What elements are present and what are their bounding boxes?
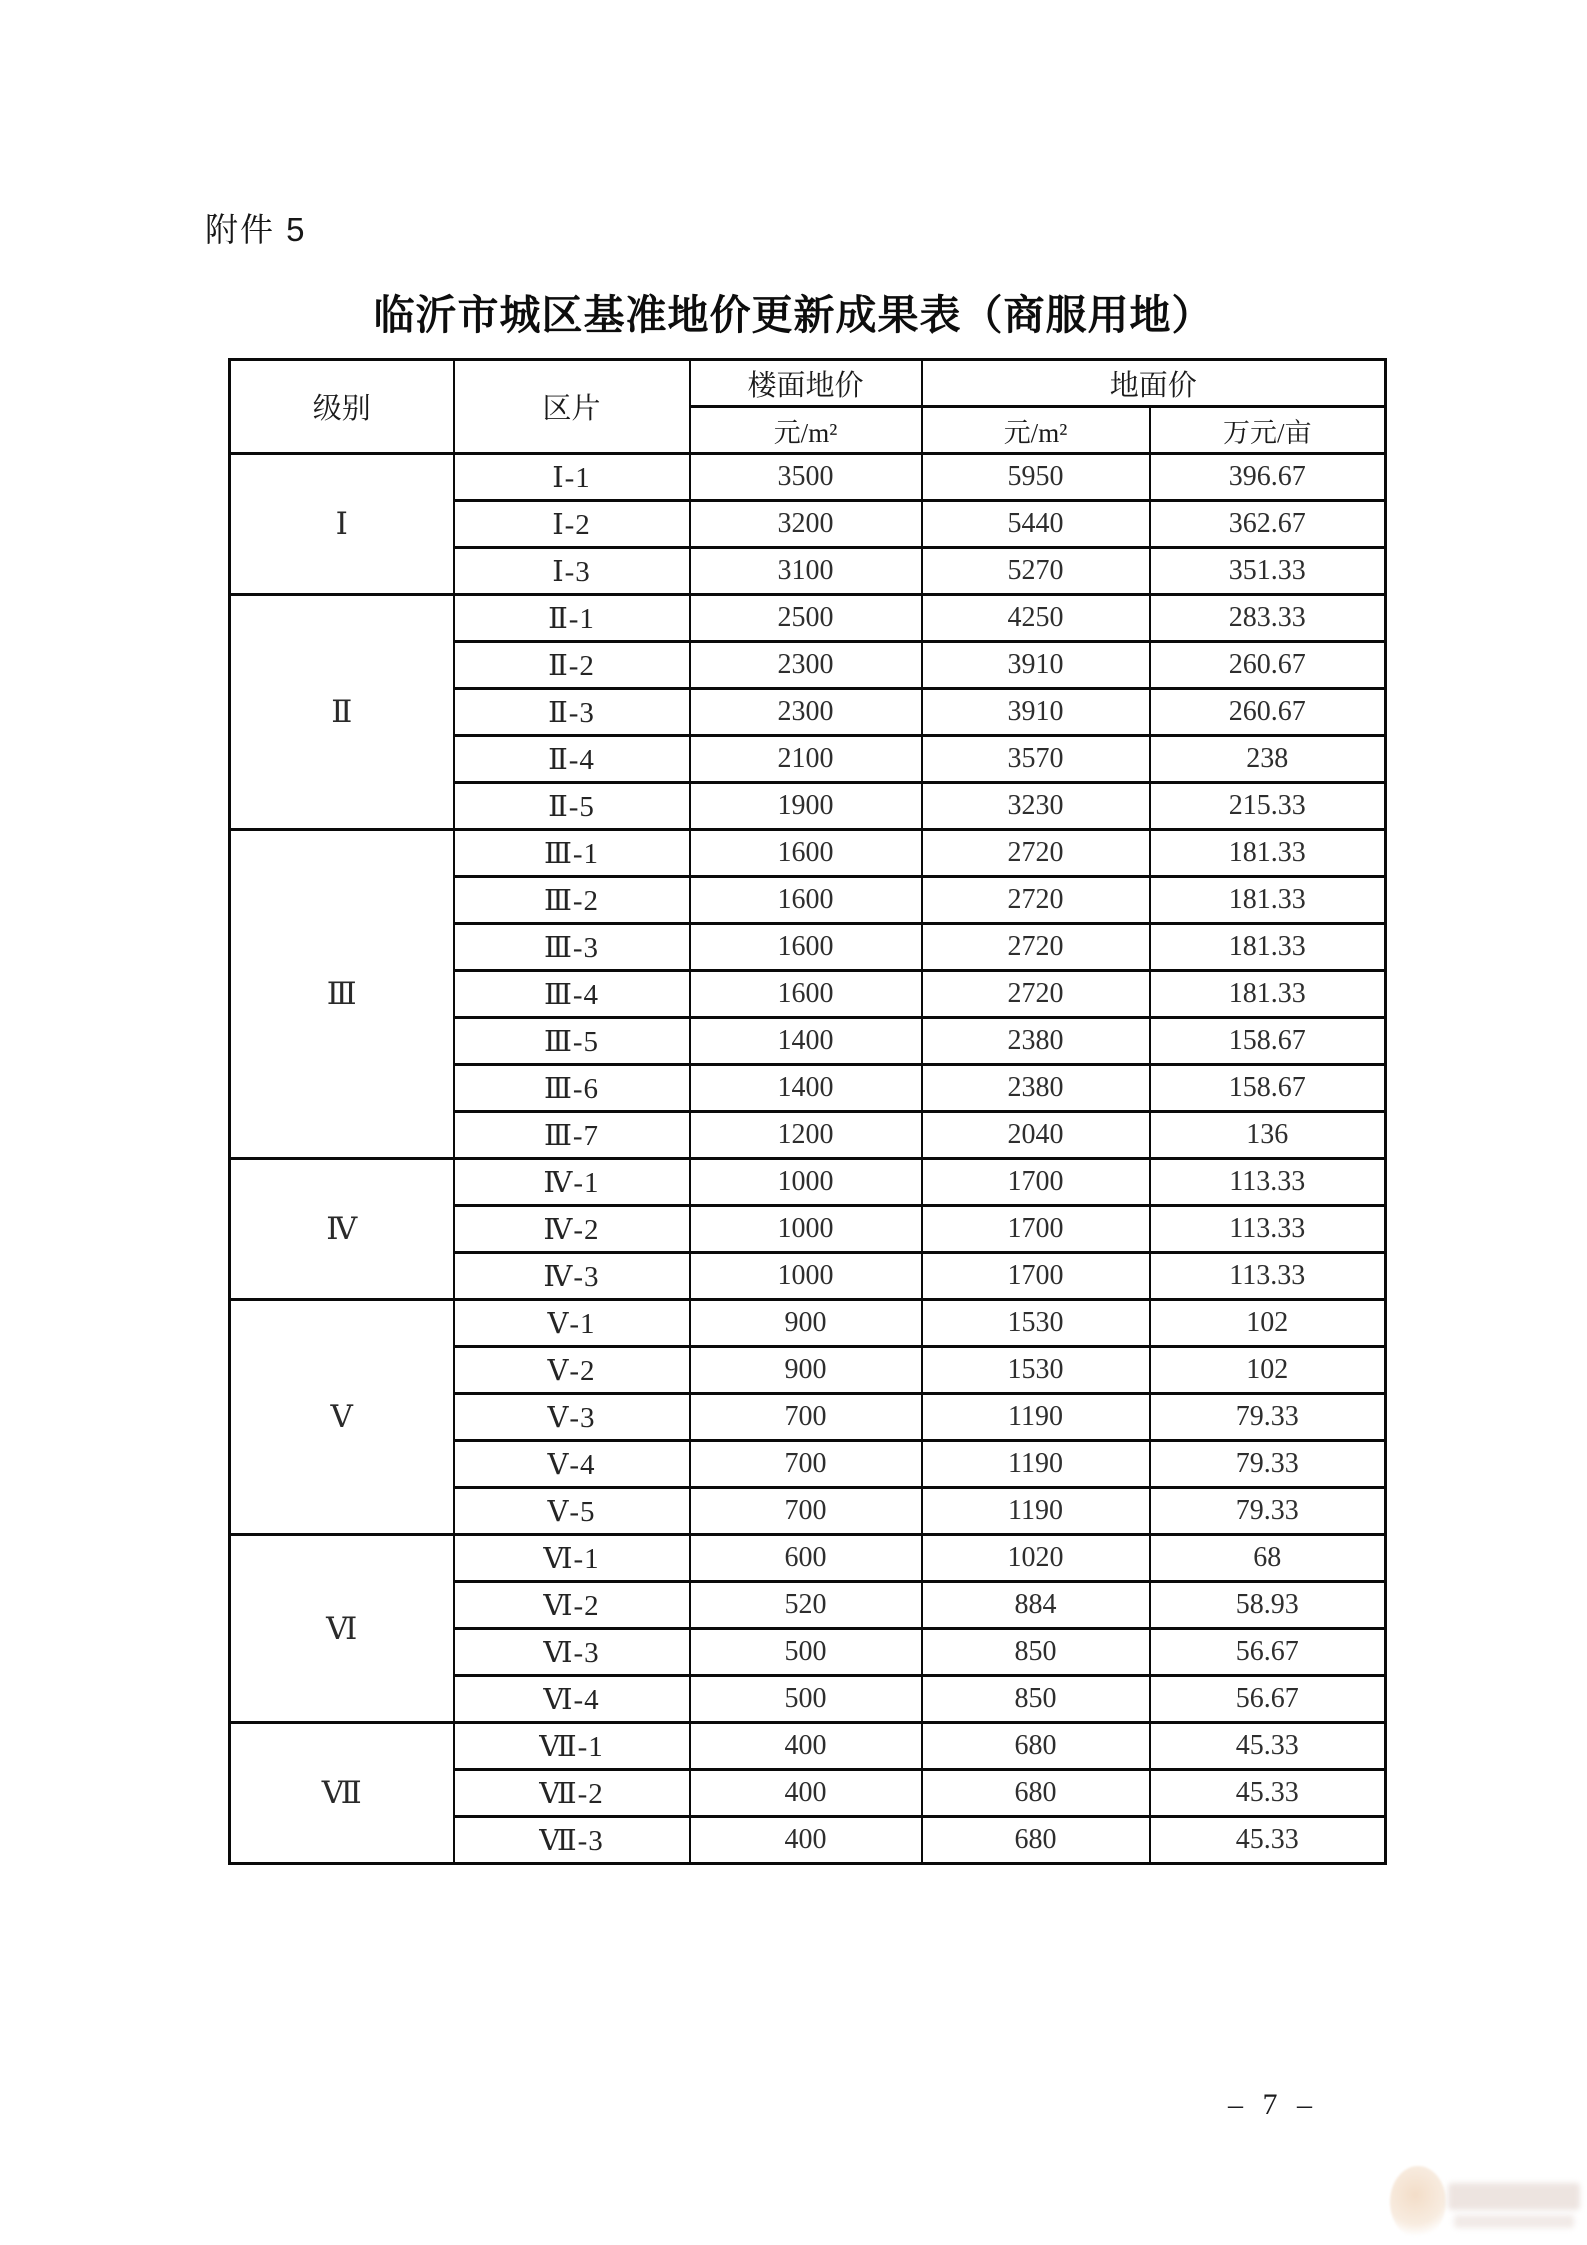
- floor-price-cell: 1600: [690, 971, 922, 1018]
- zone-cell: Ⅰ-3: [454, 548, 690, 595]
- ground-price-wanyuan-cell: 181.33: [1150, 971, 1386, 1018]
- floor-price-cell: 400: [690, 1770, 922, 1817]
- floor-price-cell: 700: [690, 1488, 922, 1535]
- floor-price-cell: 2100: [690, 736, 922, 783]
- level-cell: Ⅶ: [230, 1723, 454, 1864]
- price-table: [228, 358, 1387, 1865]
- ground-price-yuan-cell: 1190: [922, 1441, 1150, 1488]
- ground-price-wanyuan-cell: 79.33: [1150, 1441, 1386, 1488]
- zone-cell: Ⅵ-3: [454, 1629, 690, 1676]
- table-row: [230, 1535, 1386, 1582]
- zone-cell: Ⅶ-1: [454, 1723, 690, 1770]
- floor-price-cell: 900: [690, 1300, 922, 1347]
- ground-price-wanyuan-cell: 260.67: [1150, 642, 1386, 689]
- zone-cell: Ⅵ-4: [454, 1676, 690, 1723]
- ground-price-wanyuan-cell: 181.33: [1150, 924, 1386, 971]
- floor-price-cell: 700: [690, 1394, 922, 1441]
- floor-price-cell: 400: [690, 1817, 922, 1864]
- zone-cell: Ⅲ-2: [454, 877, 690, 924]
- zone-cell: Ⅲ-4: [454, 971, 690, 1018]
- ground-price-yuan-cell: 3910: [922, 689, 1150, 736]
- ground-price-wanyuan-cell: 351.33: [1150, 548, 1386, 595]
- ground-price-yuan-cell: 5950: [922, 454, 1150, 501]
- attachment-label: 附件 5: [205, 211, 307, 248]
- ground-price-wanyuan-cell: 181.33: [1150, 830, 1386, 877]
- ground-price-wanyuan-cell: 113.33: [1150, 1206, 1386, 1253]
- ground-price-wanyuan-cell: 396.67: [1150, 454, 1386, 501]
- ground-price-yuan-cell: 2720: [922, 830, 1150, 877]
- ground-price-yuan-cell: 850: [922, 1676, 1150, 1723]
- ground-price-yuan-cell: 680: [922, 1817, 1150, 1864]
- ground-price-yuan-cell: 1700: [922, 1253, 1150, 1300]
- ground-price-yuan-cell: 3910: [922, 642, 1150, 689]
- zone-cell: Ⅵ-2: [454, 1582, 690, 1629]
- floor-price-cell: 1000: [690, 1206, 922, 1253]
- zone-cell: Ⅶ-3: [454, 1817, 690, 1864]
- table-row: [230, 454, 1386, 501]
- floor-price-cell: 1000: [690, 1253, 922, 1300]
- floor-price-cell: 1600: [690, 830, 922, 877]
- floor-price-cell: 1900: [690, 783, 922, 830]
- zone-cell: Ⅳ-3: [454, 1253, 690, 1300]
- level-cell: Ⅳ: [230, 1159, 454, 1300]
- page-title: 临沂市城区基准地价更新成果表（商服用地）: [373, 292, 1214, 338]
- ground-price-yuan-cell: 1190: [922, 1394, 1150, 1441]
- floor-price-cell: 400: [690, 1723, 922, 1770]
- floor-price-cell: 1000: [690, 1159, 922, 1206]
- ground-price-wanyuan-cell: 113.33: [1150, 1159, 1386, 1206]
- ground-price-wanyuan-cell: 79.33: [1150, 1488, 1386, 1535]
- floor-price-cell: 1600: [690, 924, 922, 971]
- ground-price-yuan-cell: 4250: [922, 595, 1150, 642]
- table-row: [230, 830, 1386, 877]
- ground-price-yuan-cell: 2720: [922, 971, 1150, 1018]
- zone-cell: Ⅴ-2: [454, 1347, 690, 1394]
- ground-price-wanyuan-cell: 283.33: [1150, 595, 1386, 642]
- header-floor-price: 楼面地价: [690, 360, 922, 407]
- floor-price-cell: 500: [690, 1676, 922, 1723]
- zone-cell: Ⅱ-1: [454, 595, 690, 642]
- ground-price-yuan-cell: 3570: [922, 736, 1150, 783]
- zone-cell: Ⅴ-3: [454, 1394, 690, 1441]
- ground-price-wanyuan-cell: 260.67: [1150, 689, 1386, 736]
- ground-price-wanyuan-cell: 215.33: [1150, 783, 1386, 830]
- header-row-1: [230, 360, 1386, 407]
- ground-price-wanyuan-cell: 113.33: [1150, 1253, 1386, 1300]
- price-table-header: [230, 360, 1386, 454]
- floor-price-cell: 1400: [690, 1018, 922, 1065]
- zone-cell: Ⅱ-2: [454, 642, 690, 689]
- zone-cell: Ⅴ-1: [454, 1300, 690, 1347]
- ground-price-yuan-cell: 1700: [922, 1159, 1150, 1206]
- ground-price-wanyuan-cell: 68: [1150, 1535, 1386, 1582]
- ground-price-wanyuan-cell: 79.33: [1150, 1394, 1386, 1441]
- ground-price-yuan-cell: 5440: [922, 501, 1150, 548]
- zone-cell: Ⅲ-3: [454, 924, 690, 971]
- ground-price-wanyuan-cell: 102: [1150, 1347, 1386, 1394]
- level-cell: Ⅲ: [230, 830, 454, 1159]
- ground-price-wanyuan-cell: 181.33: [1150, 877, 1386, 924]
- header-unit-yuan-m2-ground: 元/m²: [922, 407, 1150, 454]
- header-unit-yuan-m2-floor: 元/m²: [690, 407, 922, 454]
- header-zone: 区片: [454, 360, 690, 454]
- level-cell: Ⅱ: [230, 595, 454, 830]
- ground-price-wanyuan-cell: 56.67: [1150, 1629, 1386, 1676]
- floor-price-cell: 900: [690, 1347, 922, 1394]
- ground-price-yuan-cell: 1530: [922, 1347, 1150, 1394]
- page-number: – 7 –: [1228, 2088, 1318, 2121]
- floor-price-cell: 1400: [690, 1065, 922, 1112]
- ground-price-wanyuan-cell: 362.67: [1150, 501, 1386, 548]
- zone-cell: Ⅱ-5: [454, 783, 690, 830]
- ground-price-yuan-cell: 2380: [922, 1065, 1150, 1112]
- level-cell: Ⅴ: [230, 1300, 454, 1535]
- ground-price-yuan-cell: 2380: [922, 1018, 1150, 1065]
- floor-price-cell: 2300: [690, 642, 922, 689]
- table-row: [230, 595, 1386, 642]
- table-row: [230, 1723, 1386, 1770]
- zone-cell: Ⅶ-2: [454, 1770, 690, 1817]
- ground-price-wanyuan-cell: 102: [1150, 1300, 1386, 1347]
- floor-price-cell: 520: [690, 1582, 922, 1629]
- floor-price-cell: 3200: [690, 501, 922, 548]
- ground-price-yuan-cell: 2720: [922, 924, 1150, 971]
- floor-price-cell: 3100: [690, 548, 922, 595]
- ground-price-yuan-cell: 680: [922, 1723, 1150, 1770]
- zone-cell: Ⅴ-5: [454, 1488, 690, 1535]
- zone-cell: Ⅰ-2: [454, 501, 690, 548]
- ground-price-wanyuan-cell: 45.33: [1150, 1770, 1386, 1817]
- price-table-body: [230, 454, 1386, 1864]
- zone-cell: Ⅳ-2: [454, 1206, 690, 1253]
- ground-price-wanyuan-cell: 136: [1150, 1112, 1386, 1159]
- ground-price-yuan-cell: 1020: [922, 1535, 1150, 1582]
- table-row: [230, 1159, 1386, 1206]
- ground-price-wanyuan-cell: 45.33: [1150, 1817, 1386, 1864]
- zone-cell: Ⅱ-4: [454, 736, 690, 783]
- ground-price-yuan-cell: 1700: [922, 1206, 1150, 1253]
- zone-cell: Ⅲ-1: [454, 830, 690, 877]
- zone-cell: Ⅲ-6: [454, 1065, 690, 1112]
- ground-price-yuan-cell: 1190: [922, 1488, 1150, 1535]
- table-row: [230, 1300, 1386, 1347]
- header-level: 级别: [230, 360, 454, 454]
- zone-cell: Ⅳ-1: [454, 1159, 690, 1206]
- watermark-logo-icon: [1390, 2166, 1446, 2238]
- watermark-text-line1: [1448, 2183, 1580, 2210]
- ground-price-wanyuan-cell: 158.67: [1150, 1065, 1386, 1112]
- ground-price-wanyuan-cell: 58.93: [1150, 1582, 1386, 1629]
- ground-price-yuan-cell: 3230: [922, 783, 1150, 830]
- level-cell: Ⅰ: [230, 454, 454, 595]
- header-unit-wanyuan-mu: 万元/亩: [1150, 407, 1386, 454]
- zone-cell: Ⅱ-3: [454, 689, 690, 736]
- ground-price-yuan-cell: 5270: [922, 548, 1150, 595]
- zone-cell: Ⅲ-5: [454, 1018, 690, 1065]
- level-cell: Ⅵ: [230, 1535, 454, 1723]
- header-ground-price: 地面价: [922, 360, 1386, 407]
- floor-price-cell: 3500: [690, 454, 922, 501]
- zone-cell: Ⅴ-4: [454, 1441, 690, 1488]
- ground-price-yuan-cell: 884: [922, 1582, 1150, 1629]
- ground-price-yuan-cell: 1530: [922, 1300, 1150, 1347]
- floor-price-cell: 600: [690, 1535, 922, 1582]
- ground-price-wanyuan-cell: 158.67: [1150, 1018, 1386, 1065]
- zone-cell: Ⅰ-1: [454, 454, 690, 501]
- ground-price-yuan-cell: 850: [922, 1629, 1150, 1676]
- floor-price-cell: 2300: [690, 689, 922, 736]
- watermark-text-line2: [1454, 2215, 1574, 2228]
- watermark: [1388, 2150, 1587, 2245]
- floor-price-cell: 1600: [690, 877, 922, 924]
- ground-price-yuan-cell: 2720: [922, 877, 1150, 924]
- ground-price-wanyuan-cell: 238: [1150, 736, 1386, 783]
- ground-price-yuan-cell: 2040: [922, 1112, 1150, 1159]
- floor-price-cell: 2500: [690, 595, 922, 642]
- floor-price-cell: 700: [690, 1441, 922, 1488]
- zone-cell: Ⅵ-1: [454, 1535, 690, 1582]
- floor-price-cell: 1200: [690, 1112, 922, 1159]
- ground-price-yuan-cell: 680: [922, 1770, 1150, 1817]
- floor-price-cell: 500: [690, 1629, 922, 1676]
- ground-price-wanyuan-cell: 56.67: [1150, 1676, 1386, 1723]
- ground-price-wanyuan-cell: 45.33: [1150, 1723, 1386, 1770]
- zone-cell: Ⅲ-7: [454, 1112, 690, 1159]
